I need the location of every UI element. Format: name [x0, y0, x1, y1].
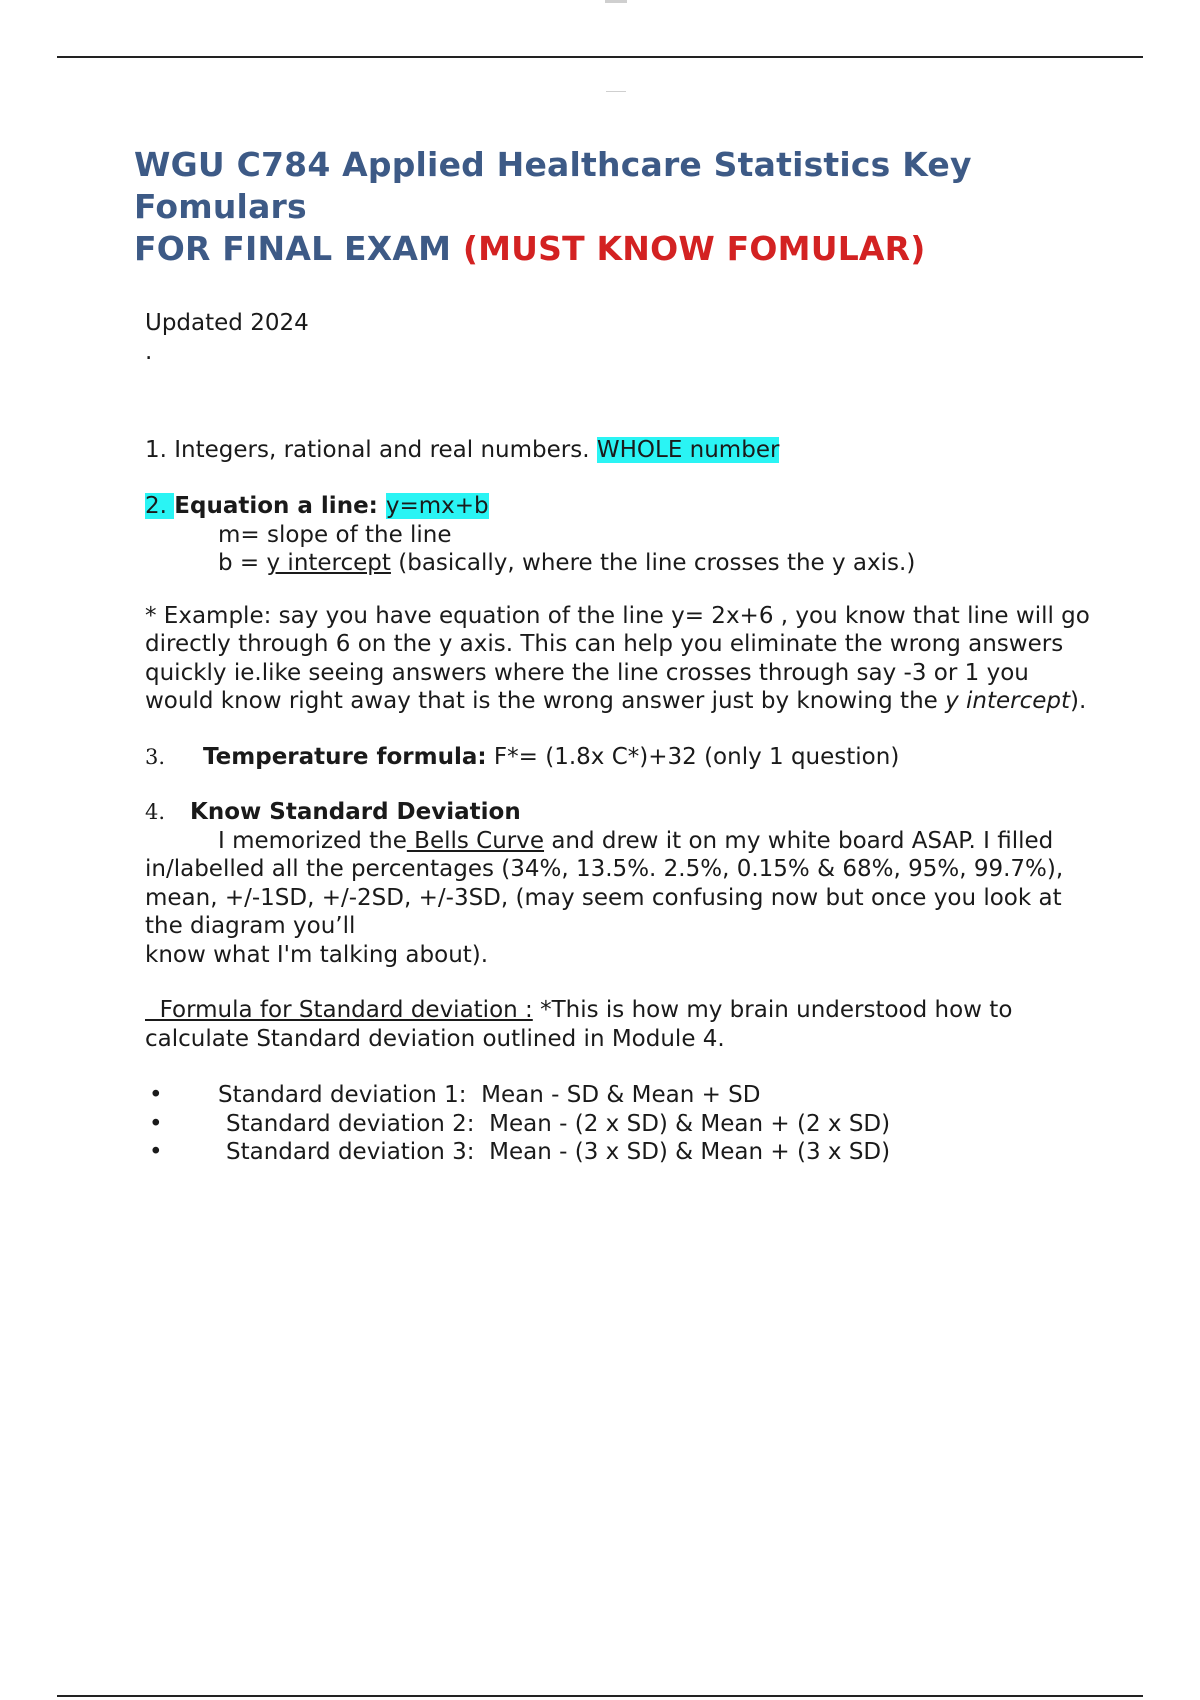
dot-line: . — [145, 338, 153, 365]
formula-heading: Formula for Standard deviation : — [145, 997, 533, 1023]
formula-paragraph — [145, 996, 1090, 1053]
formula-text: *This is how my brain understood how to calculate Standard deviation outlined in Module 4. — [145, 997, 1013, 1052]
bullet-icon: • — [149, 1082, 163, 1108]
header-mark — [606, 91, 626, 92]
item-2-y-intercept: y intercept — [266, 550, 391, 576]
item-2-b-prefix: b = — [218, 550, 267, 576]
item-3-label: Temperature formula: — [203, 743, 487, 770]
item-1-highlight: WHOLE number — [596, 436, 780, 463]
document-title — [134, 144, 1134, 270]
bullet-icon: • — [149, 1139, 163, 1165]
bullet-icon: • — [149, 1110, 163, 1137]
item-2-equation: y=mx+b — [385, 493, 489, 519]
document-body — [145, 309, 1090, 1167]
sd-list — [145, 1081, 1090, 1167]
item-4-paragraph — [145, 827, 1090, 941]
item-3 — [145, 743, 1090, 772]
item-1-text: 1. Integers, rational and real numbers. — [145, 436, 597, 463]
list-item — [145, 1110, 1090, 1139]
item-4 — [145, 798, 1090, 969]
item-2-heading — [145, 492, 1090, 521]
item-2-b-suffix: (basically, where the line crosses the y axis.) — [390, 550, 916, 576]
item-2-number: 2. — [145, 493, 175, 519]
item-4-p1-rest: and drew it on my white board ASAP. I filled in/labelled all the percentages (34%, 13.5%. 2.5%, 0.15% & 68%, 95%, 99.7%), mean, +/-1SD, +/-2SD, +/-3SD, (may seem confusing now but once you look at the diagram you’ll — [145, 827, 1064, 939]
item-4-bells-curve: Bells Curve — [406, 827, 545, 854]
sd-item-1: Standard deviation 1: Mean - SD & Mean + SD — [218, 1082, 761, 1108]
sd-item-2: Standard deviation 2: Mean - (2 x SD) & Mean + (2 x SD) — [226, 1110, 891, 1137]
item-4-p1: I memorized the — [218, 827, 407, 854]
sd-item-3: Standard deviation 3: Mean - (3 x SD) & Mean + (3 x SD) — [226, 1139, 891, 1165]
item-4-p2: know what I'm talking about). — [145, 941, 489, 968]
item-2-b-line — [145, 549, 1090, 578]
title-line-1: WGU C784 Applied Healthcare Statistics Key Fomulars — [134, 145, 972, 226]
list-item — [145, 1081, 1090, 1110]
list-item — [145, 1138, 1090, 1167]
title-line-2 — [134, 228, 1134, 270]
footer-rule — [57, 1695, 1143, 1697]
example-paragraph — [145, 602, 1090, 716]
item-2-label: Equation a line: — [174, 493, 386, 519]
example-end: ). — [1070, 688, 1087, 714]
item-4-number: 4. — [145, 800, 166, 824]
item-1 — [145, 436, 1090, 465]
item-2 — [145, 492, 1090, 578]
item-3-formula: F*= (1.8x C*)+32 (only 1 question) — [486, 743, 900, 770]
item-2-m-line: m= slope of the line — [218, 521, 452, 548]
header-rule — [57, 56, 1143, 58]
example-italic: y intercept — [945, 688, 1071, 714]
page-top-mark — [605, 0, 627, 3]
item-4-label: Know Standard Deviation — [190, 799, 521, 825]
title-must-know: (MUST KNOW FOMULAR) — [462, 229, 926, 268]
title-line-2-main: FOR FINAL EXAM — [134, 229, 463, 268]
item-3-number: 3. — [145, 744, 166, 769]
updated-date: Updated 2024 — [145, 310, 309, 336]
example-text: * Example: say you have equation of the line y= 2x+6 , you know that line will go directly through 6 on the y axis. This can help you eliminate the wrong answers quickly ie.like seeing answers where the line crosses through say -3 or 1 you would know right away that is the wrong answer just by knowing the — [145, 602, 1090, 714]
item-4-heading — [145, 798, 1090, 827]
